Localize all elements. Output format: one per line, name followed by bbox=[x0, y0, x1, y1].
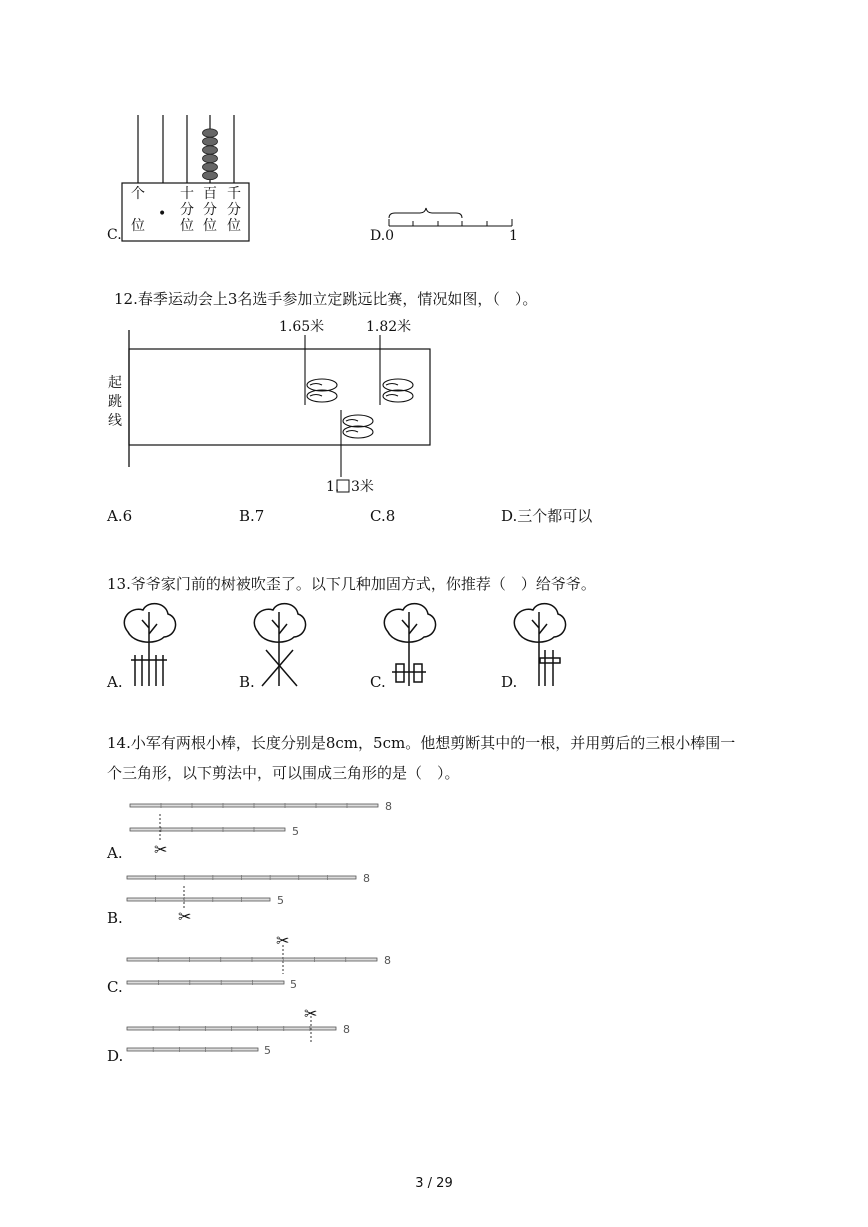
stick-a-long-len: 8 bbox=[385, 800, 392, 813]
scissors-icon: ✂ bbox=[154, 840, 168, 859]
stick-c-short-len: 5 bbox=[290, 978, 297, 991]
jump-mark-1: 1.65米 bbox=[279, 319, 325, 335]
q12-option-b: B.7 bbox=[239, 507, 265, 525]
q14-option-c: C. bbox=[107, 978, 123, 996]
stick-a-short-len: 5 bbox=[292, 825, 299, 838]
q14-option-b: B. bbox=[107, 909, 123, 927]
q12-option-a: A.6 bbox=[107, 507, 133, 525]
number-line-end: 1 bbox=[509, 228, 518, 244]
q12-option-d: D.三个都可以 bbox=[501, 507, 593, 525]
stick-b-long-len: 8 bbox=[363, 872, 370, 885]
stick-d-short-len: 5 bbox=[264, 1044, 271, 1057]
jump-mark-2: 1.82米 bbox=[366, 319, 412, 335]
decimal-point: • bbox=[158, 206, 167, 222]
rod-label-tenths: 十 分 位 bbox=[180, 186, 194, 234]
scissors-icon: ✂ bbox=[276, 931, 290, 950]
stick-c-long-len: 8 bbox=[384, 954, 391, 967]
q14-option-a: A. bbox=[107, 844, 123, 862]
q14-stem-line1: 14.小军有两根小棒，长度分别是8cm，5cm。他想剪断其中的一根，并用剪后的三根小棒围一 bbox=[107, 734, 736, 752]
stick-b-short-len: 5 bbox=[277, 894, 284, 907]
q13-option-d: D. bbox=[501, 673, 518, 691]
q12-option-c: C.8 bbox=[370, 507, 396, 525]
q13-stem: 13.爷爷家门前的树被吹歪了。以下几种加固方式，你推荐（ ）给爷爷。 bbox=[107, 575, 596, 593]
page-number: 3 / 29 bbox=[415, 1176, 453, 1191]
jump-mark-3-pre: 1. bbox=[326, 479, 340, 495]
q11-d-label: D.0 bbox=[370, 228, 395, 244]
q11-c-label: C. bbox=[107, 227, 122, 243]
q13-option-b: B. bbox=[239, 673, 255, 691]
q14-stem-line2: 个三角形，以下剪法中，可以围成三角形的是（ ）。 bbox=[107, 764, 460, 782]
q12-stem: 12.春季运动会上3名选手参加立定跳远比赛，情况如图，（ ）。 bbox=[114, 290, 538, 308]
stick-c-short bbox=[127, 981, 284, 984]
start-line-label: 起 跳 线 bbox=[108, 375, 122, 429]
q13-option-c: C. bbox=[370, 673, 386, 691]
stick-d-short bbox=[127, 1048, 258, 1051]
stick-d-long-len: 8 bbox=[343, 1023, 350, 1036]
q13-option-a: A. bbox=[107, 673, 123, 691]
rod-label-ones: 个 位 bbox=[131, 186, 145, 234]
jump-mark-3-post: 3米 bbox=[351, 479, 374, 495]
rod-label-thousandths: 千 分 位 bbox=[227, 186, 241, 234]
rod-label-hundredths: 百 分 位 bbox=[203, 186, 217, 234]
q14-option-d: D. bbox=[107, 1047, 124, 1065]
scissors-icon: ✂ bbox=[178, 907, 192, 926]
stick-a-short bbox=[130, 828, 285, 831]
scissors-icon: ✂ bbox=[304, 1004, 318, 1023]
stick-b-short bbox=[127, 898, 270, 901]
